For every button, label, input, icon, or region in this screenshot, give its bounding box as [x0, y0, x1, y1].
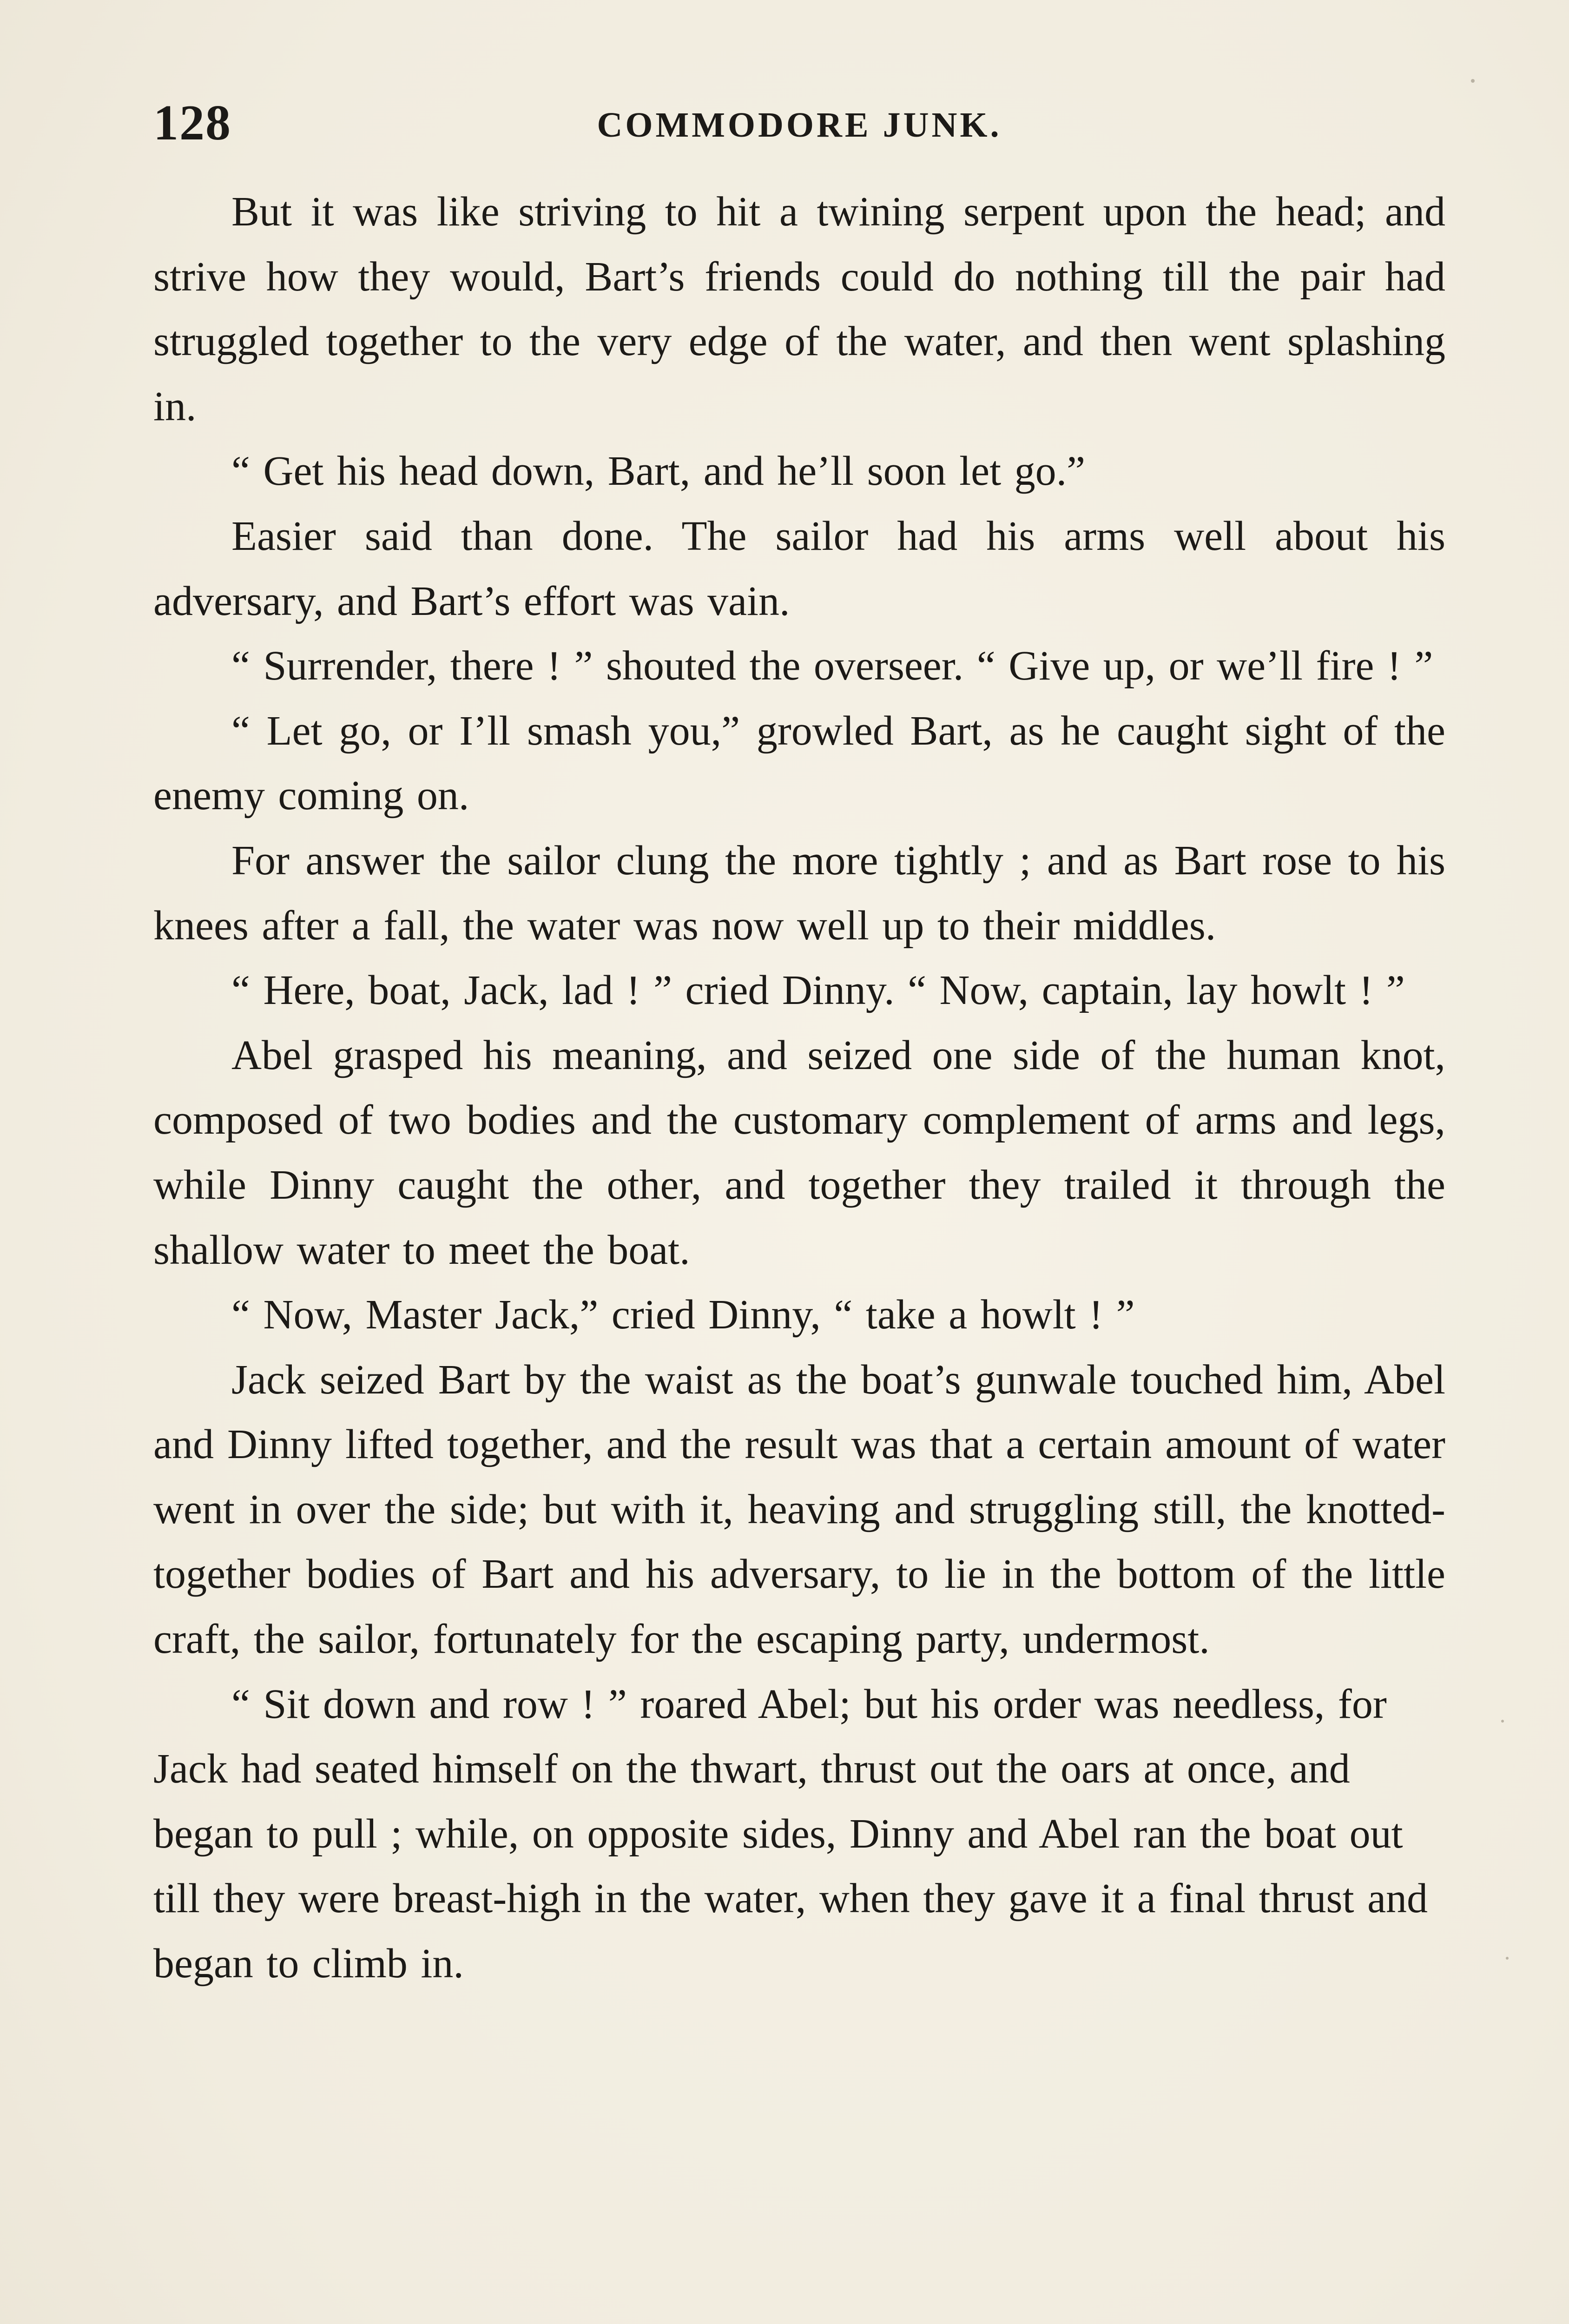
paragraph: Jack seized Bart by the waist as the boat’s gunwale touched him, Abel and Dinny lifted together, and the result was that a certain amount of water went in over the side; but with it, heaving and struggling still, the knotted-together bodies of Bart and his adversary, to lie in the bottom of the little craft, the sailor, fortunately for the escaping party, undermost. [153, 1356, 1445, 1663]
paragraph: Abel grasped his meaning, and seized one side of the human knot, composed of two bodies and the customary complement of arms and legs, while Dinny caught the other, and together they trailed it through the shallow water to meet the boat. [153, 1032, 1445, 1273]
paper-speck [1501, 1720, 1504, 1723]
body-text [153, 179, 1445, 1996]
paragraph: “ Sit down and row ! ” roared Abel; but his order was needless, for Jack had seated himself on the thwart, thrust out the oars at once, and began to pull ; while, on opposite sides, Dinny and Abel ran the boat out till they were breast-high in the water, when they gave it a final thrust and began to climb in. [153, 1681, 1428, 1987]
paragraph: “ Now, Master Jack,” cried Dinny, “ take a howlt ! ” [231, 1292, 1135, 1338]
paragraph: But it was like striving to hit a twining serpent upon the head; and strive how they would, Bart’s friends could do nothing till the pair had struggled together to the very edge of the water, and then went splashing in. [153, 189, 1445, 429]
paragraph: “ Surrender, there ! ” shouted the overseer. “ Give up, or we’ll fire ! ” [231, 643, 1433, 689]
paragraph: For answer the sailor clung the more tightly ; and as Bart rose to his knees after a fall, the water was now well up to their middles. [153, 837, 1445, 949]
paragraph: “ Here, boat, Jack, lad ! ” cried Dinny. “ Now, captain, lay howlt ! ” [231, 967, 1405, 1014]
running-title: COMMODORE JUNK. [597, 106, 1002, 145]
paragraph: Easier said than done. The sailor had his arms well about his adversary, and Bart’s effort was vain. [153, 513, 1445, 624]
page-header [153, 93, 1445, 153]
paper-speck [1471, 79, 1475, 83]
paragraph: “ Get his head down, Bart, and he’ll soon let go.” [231, 448, 1086, 495]
paper-speck [1506, 1957, 1509, 1960]
page-number: 128 [153, 95, 231, 151]
paragraph: “ Let go, or I’ll smash you,” growled Bart, as he caught sight of the enemy coming on. [153, 707, 1445, 819]
